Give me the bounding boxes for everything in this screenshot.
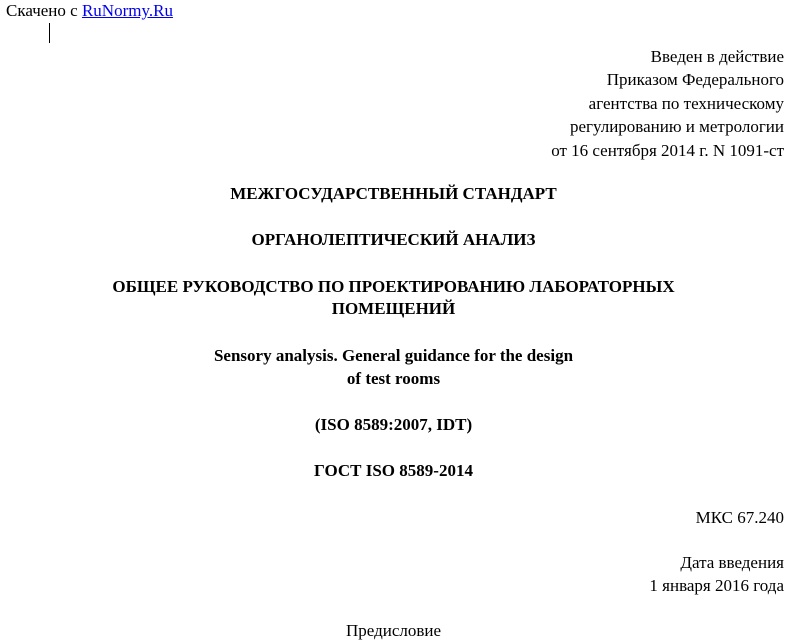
subject-heading: ОРГАНОЛЕПТИЧЕСКИЙ АНАЛИЗ	[251, 230, 536, 249]
intro-date-block	[649, 551, 784, 597]
enacted-block	[551, 45, 784, 162]
gost-designation: ГОСТ ISO 8589-2014	[314, 461, 473, 480]
english-title-line-2: of test rooms	[346, 369, 441, 388]
intro-date-value: 1 января 2016 года	[649, 576, 784, 595]
intro-date-label: Дата введения	[680, 553, 784, 572]
enacted-line: Введен в действие	[650, 47, 784, 66]
enacted-line: от 16 сентября 2014 г. N 1091-ст	[551, 140, 784, 160]
enacted-line: регулированию и метрологии	[569, 117, 784, 137]
document-title-line-1: ОБЩЕЕ РУКОВОДСТВО ПО ПРОЕКТИРОВАНИЮ ЛАБОРАТОРНЫХ	[112, 277, 675, 296]
preface-heading: Предисловие	[345, 621, 442, 640]
document-title-line-2: ПОМЕЩЕНИЙ	[331, 299, 456, 318]
enacted-line: агентства по техническому	[588, 93, 784, 113]
enacted-line: Приказом Федерального	[606, 70, 784, 90]
mks-code: МКС 67.240	[695, 508, 784, 527]
standard-type-heading: МЕЖГОСУДАРСТВЕННЫЙ СТАНДАРТ	[230, 184, 557, 203]
source-prefix: Скачено с	[6, 1, 82, 20]
english-title-line-1: Sensory analysis. General guidance for the design	[213, 346, 574, 365]
text-cursor	[49, 23, 50, 43]
runormy-link[interactable]: RuNormy.Ru	[81, 1, 173, 20]
iso-reference: (ISO 8589:2007, IDT)	[314, 415, 473, 434]
source-line	[6, 1, 173, 21]
